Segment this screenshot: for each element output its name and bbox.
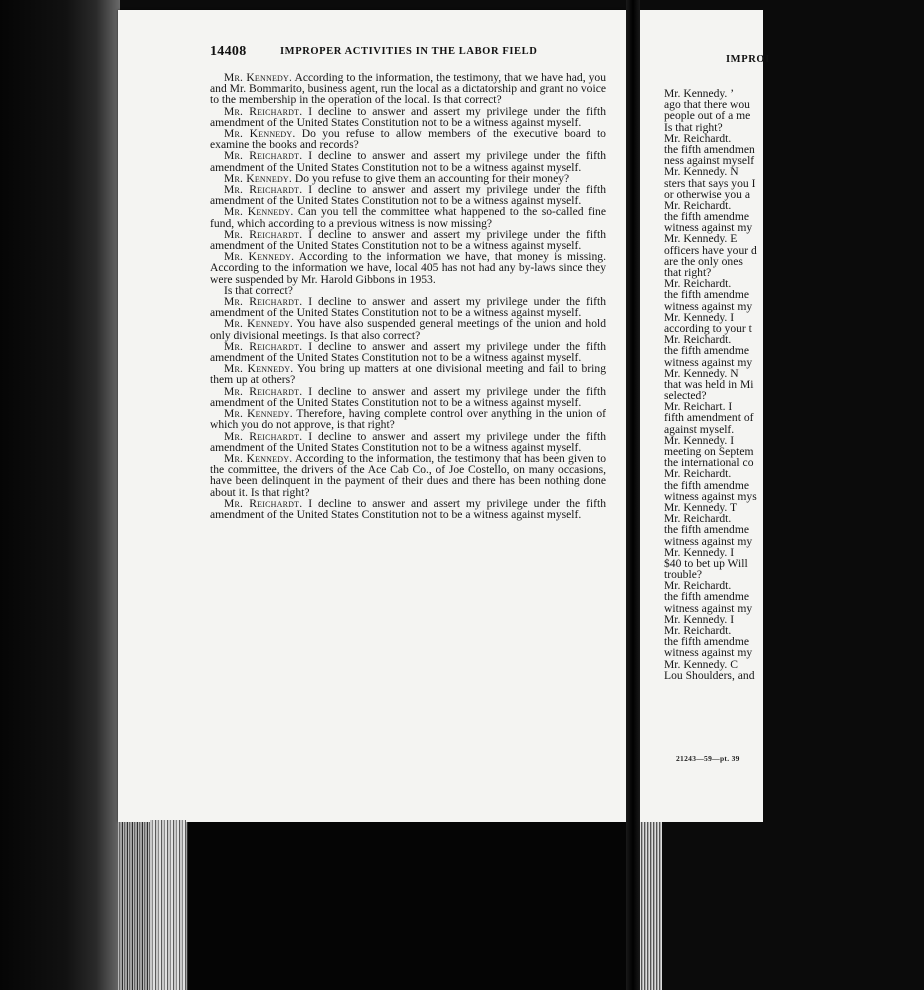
- right-page-line: Mr. Kennedy. I: [664, 433, 735, 447]
- right-page-line: Mr. Reichardt.: [664, 467, 732, 481]
- right-page-line: Mr. Kennedy. N: [664, 366, 739, 380]
- testimony-paragraph: [210, 318, 606, 340]
- testimony-text: [210, 72, 606, 520]
- testimony-paragraph: [210, 229, 606, 251]
- book-gutter: [626, 0, 640, 990]
- running-head: [210, 44, 610, 60]
- testimony-statement: I decline to answer and assert my privilege under the fifth amendment of the United States Constitution not to be a witness against myself.: [210, 149, 606, 174]
- right-page-line: meeting on Septem: [664, 445, 754, 458]
- speaker-name: Mr. Kennedy.: [224, 451, 293, 465]
- right-page-line: witness against mys: [664, 489, 757, 503]
- right-page-line: the fifth amendme: [664, 635, 749, 649]
- testimony-statement: I decline to answer and assert my privilege under the fifth amendment of the United States Constitution not to be a witness against myself.: [210, 104, 606, 129]
- right-page-line: sters that says you I: [664, 176, 756, 190]
- scanner-bed-bottom: [118, 822, 626, 990]
- right-page-line: selected?: [664, 389, 707, 403]
- testimony-paragraph: [210, 72, 606, 106]
- speaker-name: Mr. Kennedy.: [224, 362, 294, 376]
- running-head-title: IMPROPER ACTIVITIES IN THE LABOR FIELD: [280, 46, 538, 57]
- right-page-line: ness against myself: [664, 154, 755, 168]
- right-page-line: Mr. Reichardt.: [664, 198, 732, 212]
- right-page-line: officers have your d: [664, 243, 757, 257]
- testimony-paragraph: [210, 386, 606, 408]
- right-page-line: Mr. Kennedy. I: [664, 545, 735, 559]
- right-page-line: witness against my: [664, 646, 753, 660]
- testimony-statement: According to the information, the testimony, that we have had, you and Mr. Bommarito, business agent, run the local as a dictatorship and grant no voice to the membership in the operation of the local. Is that correct?: [210, 71, 606, 107]
- right-page-line: Mr. Kennedy. I: [664, 310, 735, 324]
- testimony-statement: Therefore, having complete control over anything in the union of which you do not approve, is that right?: [210, 407, 606, 432]
- right-page-line: witness against my: [664, 299, 753, 313]
- right-page-line: or otherwise you a: [664, 187, 750, 201]
- testimony-paragraph: [210, 206, 606, 228]
- right-page-line: the fifth amendme: [664, 210, 749, 224]
- speaker-name: Mr. Reichardt.: [224, 429, 303, 443]
- testimony-statement: You have also suspended general meetings of the union and hold only divisional meetings. Is that also correct?: [210, 317, 607, 342]
- testimony-statement: I decline to answer and assert my privilege under the fifth amendment of the United States Constitution not to be a witness against myself.: [210, 183, 606, 208]
- right-page-line: according to your t: [664, 321, 752, 335]
- speaker-name: Mr. Kennedy.: [224, 171, 292, 185]
- right-page-line: Mr. Reichardt.: [664, 131, 732, 145]
- right-page-line: Mr. Reichardt.: [664, 333, 732, 347]
- right-page-line: against myself.: [664, 422, 735, 436]
- page-number: 14408: [210, 44, 247, 59]
- right-page-line: Mr. Reichardt.: [664, 512, 732, 526]
- testimony-paragraph: [210, 408, 606, 430]
- left-page: [118, 10, 626, 822]
- right-page-line: Lou Shoulders, and: [664, 668, 755, 682]
- testimony-paragraph: [210, 296, 606, 318]
- speaker-name: Mr. Reichardt.: [224, 295, 303, 309]
- speaker-name: Mr. Reichardt.: [224, 183, 303, 197]
- right-page-line: witness against my: [664, 355, 753, 369]
- right-page-line: witness against my: [664, 534, 753, 548]
- right-page-line: Mr. Reichardt.: [664, 277, 732, 291]
- testimony-statement: I decline to answer and assert my privilege under the fifth amendment of the United States Constitution not to be a witness against myself.: [210, 384, 606, 409]
- right-page-line: the international co: [664, 456, 754, 470]
- testimony-statement: Is that correct?: [224, 283, 293, 297]
- page-edge-strip: [150, 820, 186, 990]
- right-page: [640, 10, 770, 822]
- testimony-statement: I decline to answer and assert my privilege under the fifth amendment of the United States Constitution not to be a witness against myself.: [210, 496, 606, 521]
- testimony-paragraph: [210, 498, 606, 520]
- testimony-statement: You bring up matters at one divisional meeting and fail to bring them up at others?: [210, 362, 606, 387]
- right-page-line: the fifth amendme: [664, 523, 749, 537]
- right-page-line: the fifth amendme: [664, 478, 749, 492]
- right-page-line: witness against my: [664, 601, 753, 615]
- speaker-name: Mr. Kennedy.: [224, 317, 293, 331]
- right-page-text: [664, 88, 924, 681]
- testimony-statement: I decline to answer and assert my privilege under the fifth amendment of the United States Constitution not to be a witness against myself.: [210, 339, 606, 365]
- speaker-name: Mr. Kennedy.: [224, 205, 294, 219]
- speaker-name: Mr. Kennedy.: [224, 407, 293, 421]
- right-page-line: trouble?: [664, 568, 702, 582]
- right-page-line: witness against my: [664, 221, 753, 235]
- right-page-line: are the only ones: [664, 254, 743, 268]
- speaker-name: Mr. Reichardt.: [224, 227, 303, 241]
- right-page-line: Mr. Reichart. I: [664, 400, 733, 414]
- right-page-line: Mr. Kennedy. ’: [664, 87, 735, 100]
- right-page-line: Mr. Kennedy. N: [664, 165, 739, 179]
- testimony-paragraph: [210, 363, 606, 385]
- right-page-line: Mr. Reichardt.: [664, 624, 732, 637]
- speaker-name: Mr. Kennedy.: [224, 71, 293, 84]
- testimony-paragraph: [210, 341, 606, 363]
- right-page-line: $40 to bet up Will: [664, 556, 748, 570]
- testimony-statement: According to the information we have, that money is missing. According to the information we have, local 405 has not had any by-laws since they were suspended by Mr. Harold Gibbons in 1953.: [210, 250, 606, 286]
- right-page-line: Is that right?: [664, 120, 723, 134]
- right-page-line: Mr. Kennedy. C: [664, 657, 738, 671]
- right-page-line: people out of a me: [664, 109, 751, 123]
- testimony-paragraph: [210, 128, 606, 150]
- speaker-name: Mr. Kennedy.: [224, 250, 295, 264]
- right-page-line: the fifth amendmen: [664, 142, 755, 156]
- right-page-line: that was held in Mi: [664, 377, 754, 391]
- right-page-line: Mr. Kennedy. I: [664, 612, 735, 626]
- right-page-line: Mr. Reichardt.: [664, 579, 732, 593]
- right-page-line: fifth amendment of: [664, 411, 754, 425]
- right-page-edge-fringe: [640, 822, 662, 990]
- testimony-statement: Do you refuse to give them an accounting for their money?: [292, 171, 570, 185]
- testimony-statement: Can you tell the committee what happened to the so-called fine fund, which according to a previous witness is now missing?: [210, 205, 606, 230]
- testimony-statement: I decline to answer and assert my privilege under the fifth amendment of the United States Constitution not to be a witness against myself.: [210, 227, 606, 253]
- testimony-statement: According to the information, the testimony that has been given to the committee, the drivers of the Ace Cab Co., of Joe Costello, on many occasions, have been delinquent in the payment of their dues and there has been nothing done about it. Is that right?: [210, 451, 606, 499]
- testimony-paragraph: [210, 184, 606, 206]
- right-page-line: that right?: [664, 266, 712, 279]
- testimony-statement: I decline to answer and assert my privilege under the fifth amendment of the United States Constitution not to be a witness against myself.: [210, 295, 606, 320]
- testimony-paragraph: [210, 106, 606, 128]
- right-page-line: ago that there wou: [664, 98, 750, 112]
- right-page-line: the fifth amendme: [664, 344, 749, 358]
- speaker-name: Mr. Kennedy.: [224, 127, 296, 141]
- right-page-line: the fifth amendme: [664, 590, 749, 604]
- right-page-line: Mr. Kennedy. E: [664, 232, 738, 246]
- right-page-line: the fifth amendme: [664, 288, 749, 302]
- speaker-name: Mr. Reichardt.: [224, 384, 303, 398]
- right-running-head: IMPROI: [726, 54, 770, 65]
- testimony-paragraph: [210, 251, 606, 285]
- speaker-name: Mr. Reichardt.: [224, 339, 303, 353]
- scanner-bed-left: [0, 0, 120, 990]
- speaker-name: Mr. Reichardt.: [224, 104, 303, 118]
- speaker-name: Mr. Reichardt.: [224, 149, 303, 163]
- testimony-paragraph: [210, 453, 606, 498]
- testimony-statement: Do you refuse to allow members of the executive board to examine the books and records?: [210, 127, 606, 152]
- right-page-line: Mr. Kennedy. T: [664, 500, 738, 514]
- speaker-name: Mr. Reichardt.: [224, 496, 303, 510]
- testimony-paragraph: [210, 150, 606, 172]
- testimony-statement: I decline to answer and assert my privilege under the fifth amendment of the United States Constitution not to be a witness against myself.: [210, 429, 606, 454]
- testimony-paragraph: [210, 431, 606, 453]
- print-footer: 21243—59—pt. 39: [676, 754, 740, 763]
